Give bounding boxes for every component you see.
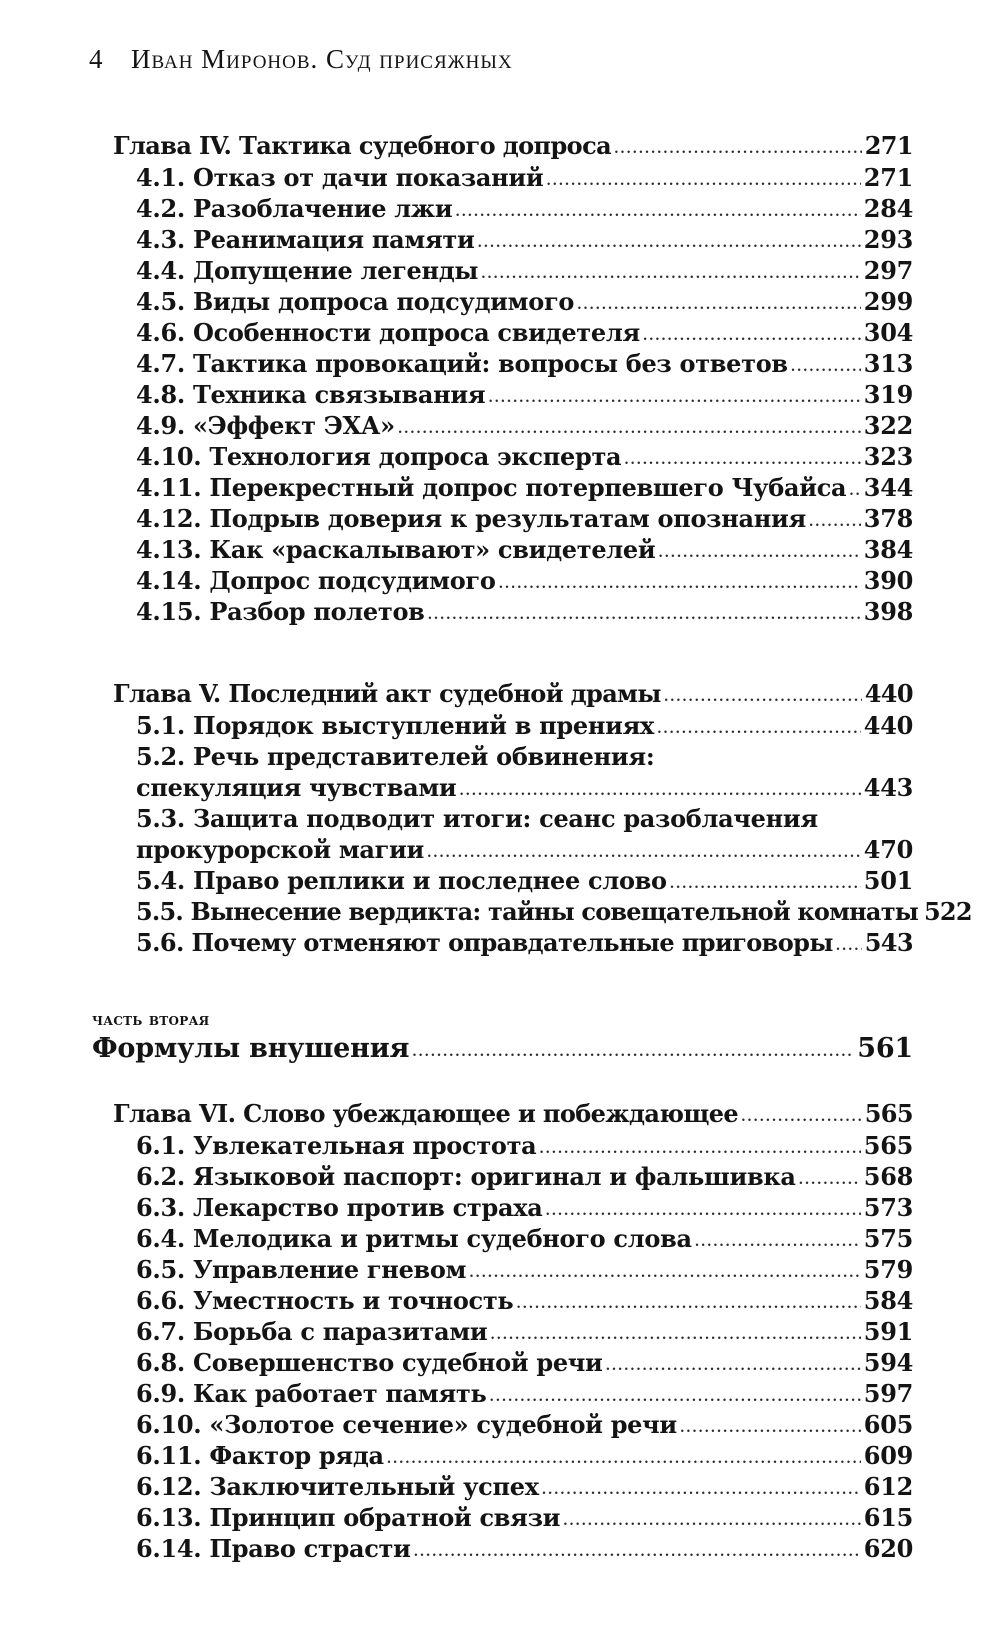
item-page: 299	[863, 287, 913, 316]
leader-dots	[606, 1361, 861, 1373]
chapter-page: 565	[864, 1099, 913, 1128]
toc-item	[136, 503, 913, 535]
item-page: 378	[863, 504, 913, 533]
item-page: 522	[924, 897, 972, 926]
toc-item	[136, 834, 913, 866]
leader-dots	[488, 393, 860, 405]
toc-item	[136, 1502, 913, 1534]
item-title: 4.10. Технология допроса эксперта	[136, 442, 622, 471]
toc-item	[136, 596, 913, 628]
item-title-line2: спекуляция чувствами	[136, 773, 457, 802]
part-label: часть вторая	[92, 1010, 210, 1030]
toc-item	[136, 1533, 913, 1565]
leader-dots	[542, 1485, 861, 1497]
item-page: 322	[863, 411, 913, 440]
leader-dots	[459, 786, 860, 798]
toc-item	[136, 255, 913, 287]
leader-dots	[809, 517, 861, 529]
leader-dots	[563, 1516, 861, 1528]
item-title: 4.12. Подрыв доверия к результатам опознания	[136, 504, 806, 533]
item-title: 4.13. Как «раскалывают» свидетелей	[136, 535, 656, 564]
toc-item	[136, 224, 913, 256]
toc-item	[136, 379, 913, 411]
item-title: 4.9. «Эффект ЭХА»	[136, 411, 395, 440]
leader-dots	[849, 486, 861, 498]
item-title: 4.4. Допущение легенды	[136, 256, 479, 285]
item-page: 591	[863, 1317, 913, 1346]
toc-item	[136, 865, 913, 897]
leader-dots	[490, 1330, 860, 1342]
item-title: 6.12. Заключительный успех	[136, 1472, 539, 1501]
item-page: 565	[863, 1131, 913, 1160]
toc-item	[136, 193, 913, 225]
item-page: 304	[863, 318, 913, 347]
toc-item	[136, 1378, 913, 1410]
item-title-line2: прокурорской магии	[136, 835, 425, 864]
item-page: 440	[863, 711, 913, 740]
item-page: 293	[863, 225, 913, 254]
item-title: 4.5. Виды допроса подсудимого	[136, 287, 575, 316]
toc-item	[136, 1161, 913, 1193]
leader-dots	[539, 1144, 860, 1156]
item-title: 5.1. Порядок выступлений в прениях	[136, 711, 655, 740]
leader-dots	[412, 1047, 854, 1059]
chapter-page: 271	[864, 131, 913, 160]
item-title: 5.4. Право реплики и последнее слово	[136, 866, 667, 895]
item-page: 323	[863, 442, 913, 471]
item-title-line1: 5.3. Защита подводит итоги: сеанс разоблачения	[136, 804, 818, 833]
leader-dots	[414, 1547, 861, 1559]
toc-item	[136, 1471, 913, 1503]
item-title: 6.7. Борьба с паразитами	[136, 1317, 488, 1346]
leader-dots	[489, 1392, 860, 1404]
item-page: 501	[863, 866, 913, 895]
leader-dots	[657, 724, 861, 736]
leader-dots	[398, 424, 861, 436]
item-page: 390	[863, 566, 913, 595]
toc-item	[136, 896, 972, 928]
item-title: 4.14. Допрос подсудимого	[136, 566, 496, 595]
item-title: 4.1. Отказ от дачи показаний	[136, 163, 544, 192]
leader-dots	[455, 207, 860, 219]
toc-item	[136, 286, 913, 318]
item-title: 6.8. Совершенство судебной речи	[136, 1348, 603, 1377]
item-page: 612	[863, 1472, 913, 1501]
item-title: 6.13. Принцип обратной связи	[136, 1503, 561, 1532]
item-page: 398	[863, 597, 913, 626]
leader-dots	[658, 548, 860, 560]
leader-dots	[469, 1268, 861, 1280]
item-title: 4.8. Техника связывания	[136, 380, 486, 409]
chapter-title: Глава IV. Тактика судебного допроса	[113, 131, 612, 160]
item-title: 4.7. Тактика провокаций: вопросы без ответов	[136, 349, 788, 378]
toc-item	[136, 927, 913, 959]
leader-dots	[499, 579, 861, 591]
leader-dots	[427, 848, 861, 860]
item-page: 543	[864, 928, 913, 957]
toc-item	[136, 1285, 913, 1317]
toc-part-2	[92, 1030, 913, 1068]
leader-dots	[670, 879, 861, 891]
item-title: 5.5. Вынесение вердикта: тайны совещательной комнаты	[136, 897, 919, 926]
running-title: Иван Миронов. Суд присяжных	[131, 44, 513, 74]
item-title: 6.2. Языковой паспорт: оригинал и фальшивка	[136, 1162, 796, 1191]
item-page: 470	[863, 835, 913, 864]
leader-dots	[799, 1175, 861, 1187]
item-page: 620	[863, 1534, 913, 1563]
item-title-line1: 5.2. Речь представителей обвинения:	[136, 742, 655, 771]
leader-dots	[481, 269, 861, 281]
item-page: 573	[863, 1193, 913, 1222]
leader-dots	[695, 1237, 861, 1249]
item-title: 6.5. Управление гневом	[136, 1255, 467, 1284]
item-title: 6.9. Как работает память	[136, 1379, 487, 1408]
leader-dots	[614, 144, 862, 156]
toc-item	[136, 1254, 913, 1286]
item-page: 615	[863, 1503, 913, 1532]
item-page: 319	[863, 380, 913, 409]
part-title: Формулы внушения	[92, 1033, 410, 1064]
leader-dots	[741, 1112, 862, 1124]
item-page: 344	[863, 473, 913, 502]
leader-dots	[680, 1423, 861, 1435]
item-title: 4.11. Перекрестный допрос потерпевшего Чубайса	[136, 473, 847, 502]
toc-item	[136, 1192, 913, 1224]
toc-item	[136, 1347, 913, 1379]
toc-item	[136, 1316, 913, 1348]
toc-item	[136, 710, 913, 742]
item-page: 605	[863, 1410, 913, 1439]
leader-dots	[836, 941, 862, 953]
toc-item	[136, 410, 913, 442]
leader-dots	[546, 176, 860, 188]
item-title: 6.14. Право страсти	[136, 1534, 411, 1563]
toc-chapter-5	[113, 678, 913, 710]
leader-dots	[387, 1454, 861, 1466]
item-title: 6.4. Мелодика и ритмы судебного слова	[136, 1224, 692, 1253]
toc-item	[136, 1409, 913, 1441]
toc-item	[136, 348, 913, 380]
chapter-page: 440	[864, 679, 913, 708]
item-title: 6.1. Увлекательная простота	[136, 1131, 537, 1160]
item-title: 6.3. Лекарство против страха	[136, 1193, 543, 1222]
item-page: 384	[863, 535, 913, 564]
leader-dots	[545, 1206, 860, 1218]
toc-chapter-4	[113, 130, 913, 162]
toc-item	[136, 772, 913, 804]
item-page: 313	[863, 349, 913, 378]
part-page: 561	[857, 1033, 913, 1064]
toc-item	[136, 565, 913, 597]
leader-dots	[577, 300, 861, 312]
toc-item	[136, 162, 913, 194]
item-page: 609	[863, 1441, 913, 1470]
item-page: 568	[863, 1162, 913, 1191]
item-page: 597	[863, 1379, 913, 1408]
item-title: 4.3. Реанимация памяти	[136, 225, 475, 254]
toc-item	[136, 1440, 913, 1472]
leader-dots	[477, 238, 860, 250]
toc-item	[136, 534, 913, 566]
leader-dots	[516, 1299, 860, 1311]
item-page: 297	[863, 256, 913, 285]
toc-item	[136, 1130, 913, 1162]
leader-dots	[428, 610, 861, 622]
item-title: 6.10. «Золотое сечение» судебной речи	[136, 1410, 677, 1439]
toc-chapter-6	[113, 1098, 913, 1130]
item-page: 584	[863, 1286, 913, 1315]
item-title: 5.6. Почему отменяют оправдательные приговоры	[136, 928, 833, 957]
leader-dots	[791, 362, 861, 374]
chapter-title: Глава VI. Слово убеждающее и побеждающее	[113, 1099, 739, 1128]
item-title: 6.11. Фактор ряда	[136, 1441, 384, 1470]
item-title: 4.2. Разоблачение лжи	[136, 194, 453, 223]
item-page: 271	[863, 163, 913, 192]
chapter-title: Глава V. Последний акт судебной драмы	[113, 679, 661, 708]
item-page: 579	[863, 1255, 913, 1284]
toc-item	[136, 472, 913, 504]
toc-item	[136, 1223, 913, 1255]
item-page: 284	[863, 194, 913, 223]
toc-item	[136, 317, 913, 349]
toc-item	[136, 441, 913, 473]
leader-dots	[643, 331, 861, 343]
leader-dots	[664, 692, 862, 704]
item-title: 6.6. Уместность и точность	[136, 1286, 514, 1315]
item-title: 4.15. Разбор полетов	[136, 597, 425, 626]
item-title: 4.6. Особенности допроса свидетеля	[136, 318, 640, 347]
running-header	[89, 44, 513, 80]
item-page: 443	[863, 773, 913, 802]
item-page: 575	[863, 1224, 913, 1253]
page-number: 4	[89, 44, 103, 74]
item-page: 594	[863, 1348, 913, 1377]
leader-dots	[624, 455, 861, 467]
